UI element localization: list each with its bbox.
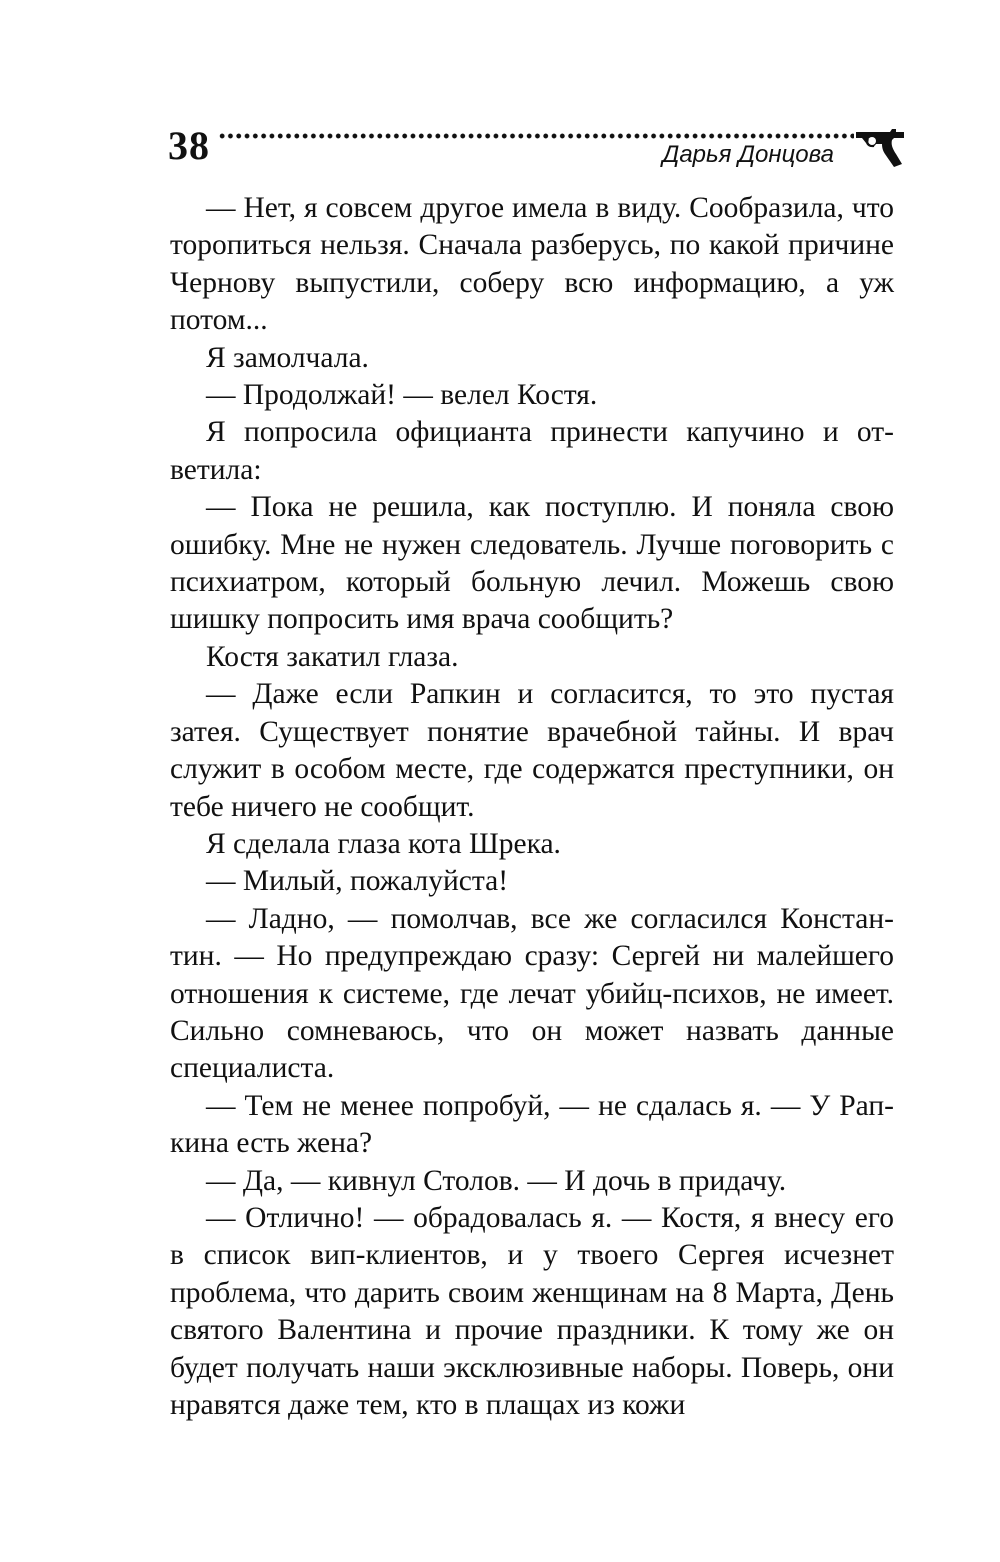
paragraph: — Продолжай! — велел Костя.	[206, 379, 598, 412]
page-number: 38	[168, 123, 210, 168]
paragraph: Я сделала глаза кота Шрека.	[206, 827, 561, 860]
dotted-leader	[218, 132, 854, 140]
body-text	[170, 190, 894, 1424]
revolver-icon	[854, 126, 908, 168]
paragraph: — Да, — кивнул Столов. — И дочь в придачу.	[206, 1164, 787, 1197]
paragraph: — Отлично! — обрадовалась я. — Костя, я внесу его в список вип-клиентов, и у твоего Сергея исчезнет проблема, что дарить своим женщинам на 8 Марта, День святого Валентина и прочие праздники. К тому же он будет получать наши эксклюзивные наборы. Поверь, они нравятся даже тем, кто в плащах из кожи	[170, 1201, 894, 1421]
paragraph: Костя закатил глаза.	[206, 640, 459, 673]
page-header	[168, 122, 908, 174]
paragraph: — Нет, я совсем другое имела в виду. Сообразила, что торопиться нельзя. Сначала разберусь, по какой причине Чернову выпустили, соберу всю информацию, а уж потом...	[170, 192, 894, 337]
running-head-author: Дарья Донцова	[662, 141, 834, 168]
paragraph: Я попросила официанта принести капучино и ответила:	[170, 416, 894, 486]
paragraph: — Пока не решила, как поступлю. И поняла свою ошибку. Мне не нужен следователь. Лучше поговорить с психиатром, который больную лечил. Можешь свою шишку попросить имя врача сообщить?	[170, 491, 894, 636]
paragraph: — Милый, пожалуйста!	[206, 865, 509, 898]
paragraph: — Тем не менее попробуй, — не сдалась я. — У Рапкина есть жена?	[170, 1089, 894, 1160]
paragraph: Я замолчала.	[206, 341, 369, 374]
paragraph: — Ладно, — помолчав, все же согласился Константин. — Но предупреждаю сразу: Сергей ни малейшего отношения к системе, где лечат убийц-психов, не имеет. Сильно сомневаюсь, что он может назвать данные специалиста.	[170, 902, 894, 1085]
paragraph: — Даже если Рапкин и согласится, то это пустая затея. Существует понятие врачебной тайны. И врач служит в особом месте, где содержатся преступники, он тебе ничего не сообщит.	[170, 678, 894, 823]
